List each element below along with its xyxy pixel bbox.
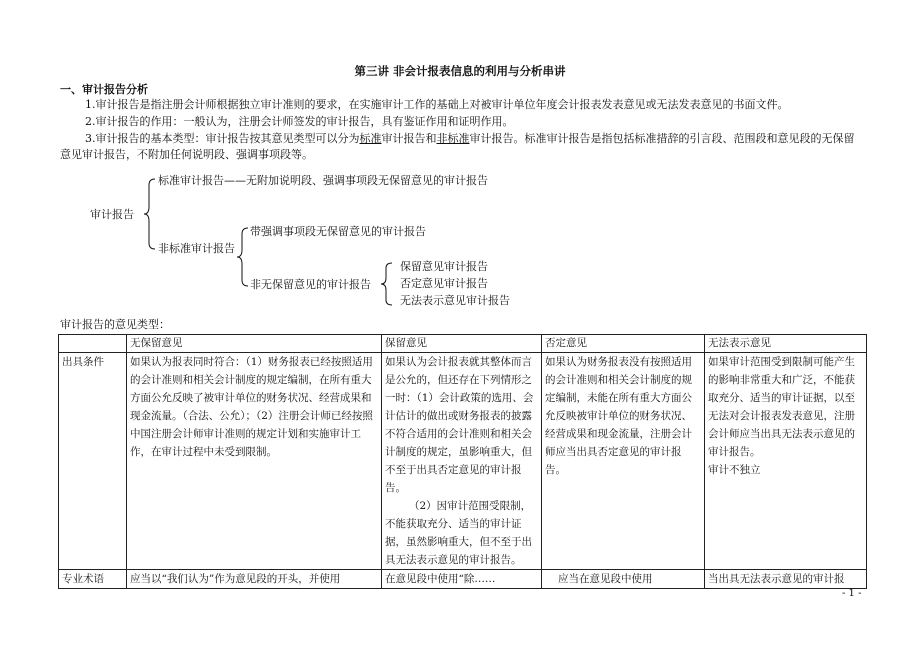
table-caption: 审计报告的意见类型：: [60, 318, 170, 331]
types-underline-nonstandard: 非标准: [436, 132, 470, 145]
tree-nonstandard: 非标准审计报告: [158, 242, 235, 255]
tree-brace-nonunqualified: [380, 261, 394, 307]
cell-qualified-terminology: 在意见段中使用“除……: [382, 570, 542, 589]
table-row: [59, 570, 867, 589]
types-text-a: 3.审计报告的基本类型：审计报告按其意见类型可以分为: [85, 132, 360, 145]
row-label-conditions: 出具条件: [59, 353, 127, 570]
row-label-terminology: 专业术语: [59, 570, 127, 589]
header-blank: [59, 335, 127, 353]
types-text-b: 审计报告和: [381, 132, 437, 145]
cell-adverse-conditions: [542, 353, 705, 570]
disclaimer-conditions-text-1: 如果审计范围受到限制可能产生的影响非常重大和广泛，不能获取充分、适当的审计证据，以至无法对会计报表发表意见，注册会计师应当出具无法表示意见的审计报告。: [708, 356, 855, 458]
tree-root: 审计报告: [90, 208, 134, 221]
table-row: [59, 353, 867, 570]
page-title: 第三讲 非会计报表信息的利用与分析串讲: [354, 64, 566, 78]
tree-emphasis: 带强调事项段无保留意见的审计报告: [250, 225, 426, 238]
cell-disclaimer-terminology: 当出具无法表示意见的审计报: [705, 570, 867, 589]
qualified-conditions-text-2: （2）因审计范围受限制，不能获取充分、适当的审计证据，虽然影响重大，但不至于出具无法表示意见的审计报告。: [385, 500, 532, 566]
disclaimer-conditions-text-2: 审计不独立: [708, 464, 761, 476]
header-unqualified: 无保留意见: [127, 335, 382, 353]
tree-qualified: 保留意见审计报告: [400, 260, 488, 273]
header-qualified: 保留意见: [382, 335, 542, 353]
header-adverse: 否定意见: [542, 335, 705, 353]
qualified-conditions-text-1: 如果认为会计报表就其整体而言是公允的，但还存在下列情形之一时：（1）会计政策的选用、会计估计的做出或财务报表的披露不符合适用的会计准则和相关会计制度的规定，虽影响重大，但不至于出具否定意见的审计报告。: [385, 356, 534, 494]
cell-adverse-terminology: 应当在意见段中使用: [542, 570, 705, 589]
cell-qualified-conditions: [382, 353, 542, 570]
cell-unqualified-conditions: [127, 353, 382, 570]
paragraph-definition: 1.审计报告是指注册会计师根据独立审计准则的要求，在实施审计工作的基础上对被审计单位年度会计报表发表意见或无法发表意见的书面文件。: [85, 98, 789, 111]
paragraph-types: [60, 131, 865, 163]
cell-disclaimer-conditions: [705, 353, 867, 570]
tree-brace-nonstandard: [236, 226, 250, 288]
tree-brace-root: [143, 177, 157, 251]
types-text-c: 审计报告。标准审计报告是指包括标准措辞的引言段、范围段和意见段的无保留意见审计报告，不附加任何说明段、强调事项段等。: [60, 132, 855, 161]
types-underline-standard: 标准: [359, 132, 382, 145]
table-header-row: [59, 335, 867, 353]
page-number: - 1 -: [842, 588, 862, 599]
opinion-types-table: [58, 334, 867, 589]
tree-disclaimer: 无法表示意见审计报告: [400, 294, 510, 307]
tree-standard: 标准审计报告——无附加说明段、强调事项段无保留意见的审计报告: [158, 174, 488, 187]
header-disclaimer: 无法表示意见: [705, 335, 867, 353]
adverse-conditions-text: 如果认为财务报表没有按照适用的会计准则和相关会计制度的规定编制，未能在所有重大方面公允反映被审计单位的财务状况、经营成果和现金流量，注册会计师应当出具否定意见的审计报告。: [545, 356, 692, 476]
tree-adverse: 否定意见审计报告: [400, 277, 488, 290]
section-heading: 一、审计报告分析: [60, 83, 148, 96]
cell-unqualified-terminology: 应当以“我们认为”作为意见段的开头，并使用: [127, 570, 382, 589]
paragraph-function: 2.审计报告的作用：一般认为，注册会计师签发的审计报告，具有鉴证作用和证明作用。: [85, 115, 514, 128]
tree-nonunqualified: 非无保留意见的审计报告: [250, 278, 371, 291]
unqualified-conditions-text: 如果认为报表同时符合：（1）财务报表已经按照适用的会计准则和相关会计制度的规定编制，在所有重大方面公允反映了被审计单位的财务状况、经营成果和现金流量。（合法、公允）；（2）注册会计师已经按照中国注册会计师审计准则的规定计划和实施审计工作，在审计过程中未受到限制。: [130, 356, 373, 458]
